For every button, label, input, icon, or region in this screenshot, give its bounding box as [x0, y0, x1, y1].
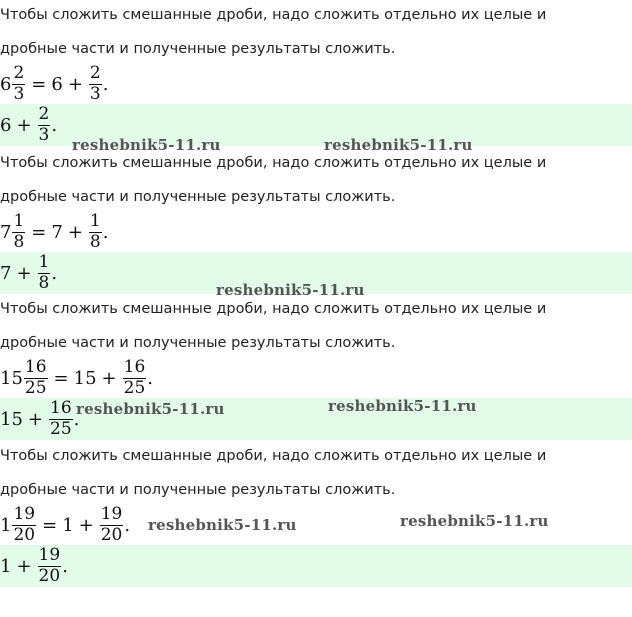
whole-part: 6 [0, 114, 12, 136]
fraction [38, 106, 51, 144]
answer-expression [0, 253, 57, 293]
whole-part: 7 [0, 221, 12, 243]
plus-sign: + [27, 408, 43, 430]
answer-expression [0, 399, 79, 439]
answer-expression [0, 105, 57, 145]
fraction-denominator: 20 [13, 525, 36, 545]
fraction-numerator: 19 [13, 504, 36, 524]
fraction [12, 506, 36, 544]
rule-text-line-2: дробные части и полученные результаты сложить. [0, 189, 396, 205]
whole-part: 1 [0, 555, 12, 577]
fraction-denominator: 25 [50, 419, 72, 439]
solution-block-3 [0, 294, 632, 440]
fraction [38, 254, 51, 292]
watermark: reshebnik5-11.ru [148, 516, 297, 534]
whole-part: 1 [0, 514, 12, 536]
whole-part: 1 [62, 514, 74, 536]
fraction [12, 213, 25, 251]
fraction [89, 65, 102, 103]
fraction-denominator: 3 [38, 125, 50, 145]
equals-sign: = [31, 221, 47, 243]
mixed-number-equation [0, 358, 153, 398]
whole-part: 7 [0, 262, 12, 284]
period: . [62, 555, 68, 577]
fraction-numerator: 16 [24, 357, 47, 377]
rule-text-line-1: Чтобы сложить смешанные дроби, надо сложить отдельно их целые и [0, 155, 547, 171]
fraction [12, 65, 25, 103]
plus-sign: + [101, 367, 117, 389]
fraction-numerator: 2 [89, 63, 101, 83]
fraction-denominator: 20 [38, 566, 61, 586]
mixed-number-equation [0, 64, 108, 104]
equals-sign: = [42, 514, 58, 536]
period: . [147, 367, 154, 389]
fraction-numerator: 19 [100, 504, 123, 524]
rule-text-line-1: Чтобы сложить смешанные дроби, надо сложить отдельно их целые и [0, 301, 547, 317]
plus-sign: + [16, 262, 32, 284]
rule-text-line-1: Чтобы сложить смешанные дроби, надо сложить отдельно их целые и [0, 7, 547, 23]
fraction-numerator: 1 [13, 211, 25, 231]
fraction-denominator: 8 [38, 273, 50, 293]
whole-part: 15 [73, 367, 97, 389]
fraction-numerator: 19 [38, 545, 61, 565]
whole-part: 15 [0, 367, 23, 389]
rule-text-line-2: дробные части и полученные результаты сложить. [0, 482, 396, 498]
period: . [73, 408, 80, 430]
whole-part: 6 [0, 73, 12, 95]
watermark: reshebnik5-11.ru [400, 512, 549, 530]
period: . [102, 221, 109, 243]
watermark: reshebnik5-11.ru [72, 136, 221, 154]
fraction-denominator: 25 [123, 378, 146, 398]
plus-sign: + [67, 221, 83, 243]
period: . [51, 262, 58, 284]
fraction-denominator: 3 [89, 84, 101, 104]
fraction-numerator: 16 [123, 357, 146, 377]
plus-sign: + [16, 555, 32, 577]
solution-block-2 [0, 148, 632, 294]
period: . [102, 73, 109, 95]
rule-text-line-1: Чтобы сложить смешанные дроби, надо сложить отдельно их целые и [0, 448, 547, 464]
fraction [123, 359, 147, 397]
fraction-numerator: 2 [38, 104, 50, 124]
answer-expression [0, 546, 68, 586]
equals-sign: = [31, 73, 47, 95]
fraction [100, 506, 124, 544]
fraction [49, 400, 73, 438]
whole-part: 7 [51, 221, 63, 243]
plus-sign: + [78, 514, 94, 536]
fraction-denominator: 25 [24, 378, 47, 398]
fraction-denominator: 8 [13, 232, 25, 252]
mixed-number-equation [0, 212, 108, 252]
rule-text-line-2: дробные части и полученные результаты сложить. [0, 335, 396, 351]
watermark: reshebnik5-11.ru [216, 281, 365, 299]
mixed-number-equation [0, 505, 130, 545]
fraction [89, 213, 102, 251]
solution-block-1 [0, 0, 632, 146]
watermark: reshebnik5-11.ru [328, 397, 477, 415]
fraction-numerator: 16 [50, 398, 72, 418]
plus-sign: + [16, 114, 32, 136]
whole-part: 15 [0, 408, 23, 430]
answer-band [0, 545, 632, 587]
fraction [38, 547, 62, 585]
fraction-denominator: 8 [89, 232, 101, 252]
fraction-denominator: 20 [100, 525, 123, 545]
watermark: reshebnik5-11.ru [76, 400, 225, 418]
fraction [24, 359, 48, 397]
period: . [51, 114, 58, 136]
watermark: reshebnik5-11.ru [324, 136, 473, 154]
fraction-numerator: 1 [89, 211, 101, 231]
equals-sign: = [53, 367, 69, 389]
period: . [124, 514, 131, 536]
plus-sign: + [67, 73, 83, 95]
fraction-denominator: 3 [13, 84, 25, 104]
whole-part: 6 [51, 73, 63, 95]
fraction-numerator: 2 [13, 63, 25, 83]
rule-text-line-2: дробные части и полученные результаты сложить. [0, 41, 396, 57]
fraction-numerator: 1 [38, 252, 50, 272]
